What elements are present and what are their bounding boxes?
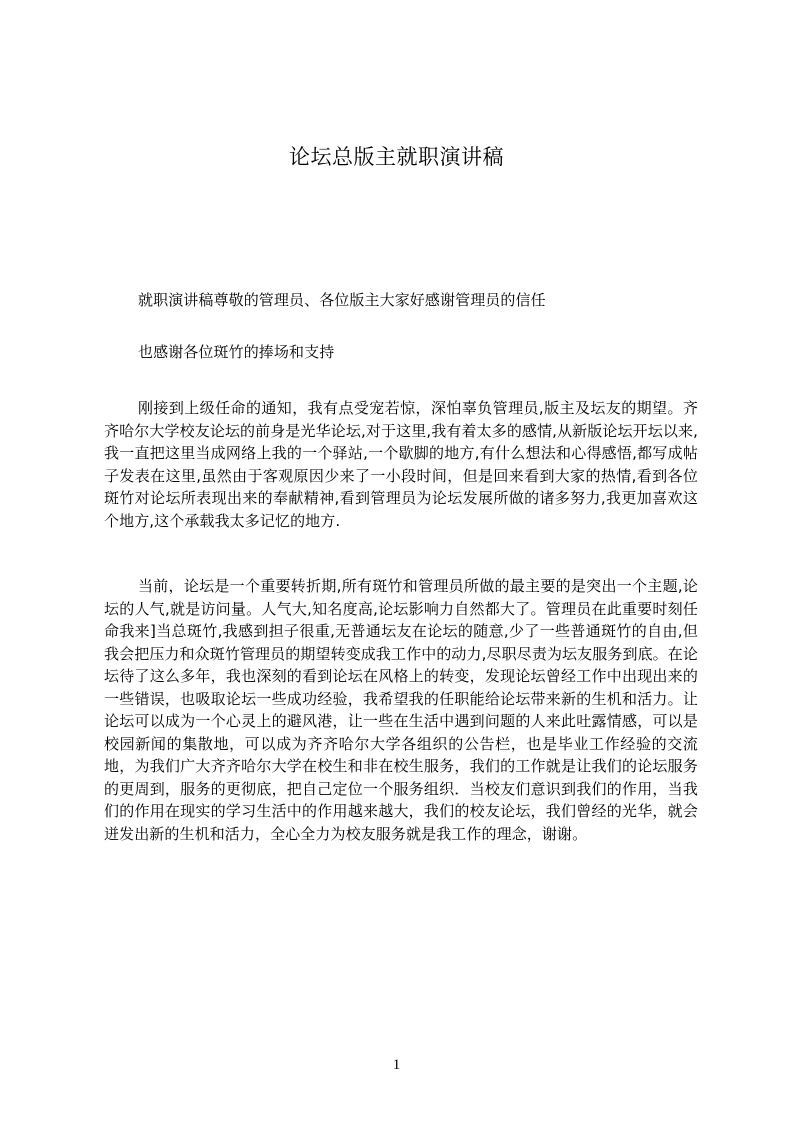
paragraph-vision: 当前，论坛是一个重要转折期,所有斑竹和管理员所做的最主要的是突出一个主题,论坛的人气,就是访问量。人气大,知名度高,论坛影响力自然都大了。管理员在此重要时刻任命我来]当总斑竹,我感到担子很重,无普通坛友在论坛的随意,少了一些普通斑竹的自由,但我会把压力和众斑竹管理员的期望转变成我工作中的动力,尽职尽责为坛友服务到底。在论坛待了这么多年，我也深刻的看到论坛在风格上的转变，发现论坛曾经工作中出现出来的一些错误，也吸取论坛一些成功经验，我希望我的任职能给论坛带来新的生机和活力。让论坛可以成为一个心灵上的避风港，让一些在生活中遇到问题的人来此吐露情感，可以是校园新闻的集散地，可以成为齐齐哈尔大学各组织的公告栏，也是毕业工作经验的交流地，为我们广大齐齐哈尔大学在校生和非在校生服务，我们的工作就是让我们的论坛服务的更周到，服务的更彻底，把自己定位一个服务组织．当校友们意识到我们的作用，当我们的作用在现实的学习生活中的作用越来越大，我们的校友论坛，我们曾经的光华，就会迸发出新的生机和活力，全心全力为校友服务就是我工作的理念，谢谢。 (104, 577, 698, 843)
paragraph-thanks: 也感谢各位斑竹的捧场和支持 (138, 343, 335, 361)
paragraph-appointment: 刚接到上级任命的通知，我有点受宠若惊，深怕辜负管理员,版主及坛友的期望。齐齐哈尔大学校友论坛的前身是光华论坛,对于这里,我有着太多的感情,从新版论坛开坛以来,我一直把这里当成网络上我的一个驿站,一个歇脚的地方,有什么想法和心得感悟,都写成帖子发表在这里,虽然由于客观原因少来了一小段时间，但是回来看到大家的热情,看到各位斑竹对论坛所表现出来的奉献精神,看到管理员为论坛发展所做的诸多努力,我更加喜欢这个地方,这个承载我太多记忆的地方. (104, 399, 698, 530)
paragraph-greeting: 就职演讲稿尊敬的管理员、各位版主大家好感谢管理员的信任 (138, 291, 546, 309)
page-title: 论坛总版主就职演讲稿 (289, 145, 504, 169)
page-number: 1 (392, 1057, 401, 1073)
